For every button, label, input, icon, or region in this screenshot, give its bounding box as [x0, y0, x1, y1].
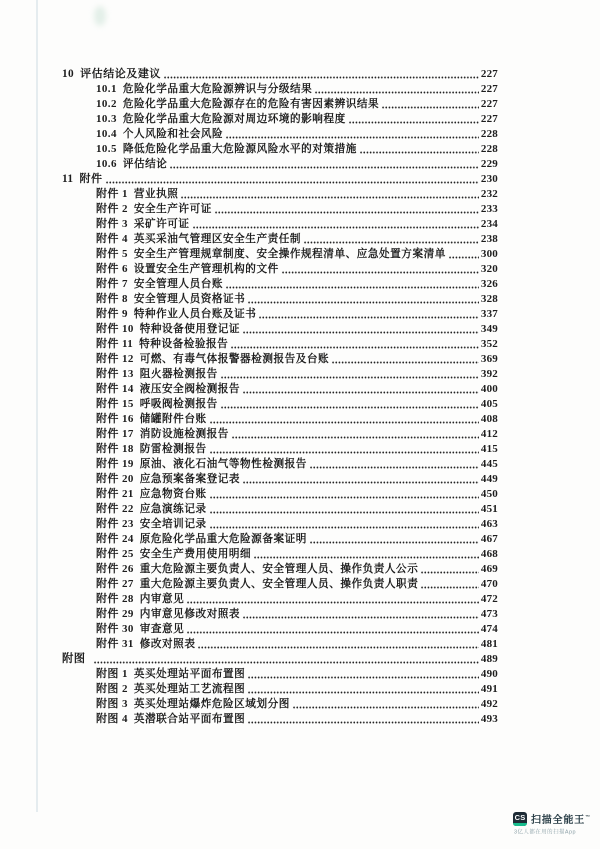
toc-page-number: 337 [480, 308, 498, 320]
toc-entry [62, 441, 498, 456]
toc-entry-title: 英潜联合站平面布置图 [133, 713, 246, 725]
toc-entry-title: 特种设备使用登记证 [139, 323, 241, 335]
toc-entry [62, 411, 498, 426]
toc-entry-number: 附件 31 [96, 638, 134, 650]
toc-entry-title: 呼吸阀检测报告 [139, 398, 218, 410]
toc-leader-dots [282, 270, 479, 275]
toc-entry-number: 附件 14 [96, 383, 134, 395]
toc-entry-number: 附件 17 [96, 428, 134, 440]
toc-entry-title: 安全管理人员资格证书 [133, 293, 246, 305]
toc-leader-dots [164, 75, 479, 80]
toc-page-number: 469 [480, 563, 498, 575]
toc-entry-title: 安全生产管理规章制度、安全操作规程清单、应急处置方案清单 [133, 248, 446, 260]
toc-entry-title: 安全培训记录 [139, 518, 207, 530]
camscanner-tagline: 3亿人都在用的扫描App [514, 829, 577, 836]
toc-entry-number: 附件 10 [96, 323, 134, 335]
toc-entry-number: 附件 25 [96, 548, 134, 560]
toc-entry [62, 216, 498, 231]
toc-entry [62, 561, 498, 576]
toc-leader-dots [259, 315, 478, 320]
toc-leader-dots [221, 375, 479, 380]
toc-leader-dots [243, 390, 479, 395]
toc-leader-dots [198, 645, 478, 650]
toc-entry-number: 附件 22 [96, 503, 134, 515]
toc-page-number: 227 [480, 68, 498, 80]
toc-entry-number: 10.1 [96, 83, 117, 95]
toc-leader-dots [243, 615, 479, 620]
toc-entry-title: 审查意见 [139, 623, 185, 635]
toc-entry-number: 附件 7 [96, 278, 128, 290]
toc-page-number: 445 [480, 458, 498, 470]
toc-entry-title: 英买处理站爆炸危险区域划分图 [133, 698, 290, 710]
toc-entry-title: 应急预案备案登记表 [139, 473, 241, 485]
toc-entry-number: 附件 28 [96, 593, 134, 605]
toc-entry-title: 危险化学品重大危险源存在的危险有害因素辨识结果 [122, 98, 380, 110]
table-of-contents [62, 66, 498, 726]
toc-page-number: 467 [480, 533, 498, 545]
toc-entry-number: 附件 26 [96, 563, 134, 575]
toc-entry-title: 英买采油气管理区安全生产责任制 [133, 233, 302, 245]
toc-entry-number: 附件 27 [96, 578, 134, 590]
toc-leader-dots [349, 120, 479, 125]
toc-entry [62, 471, 498, 486]
toc-leader-dots [421, 570, 479, 575]
toc-page-number: 493 [480, 713, 498, 725]
toc-entry [62, 141, 498, 156]
toc-leader-dots [248, 720, 479, 725]
toc-leader-dots [254, 555, 479, 560]
toc-leader-dots [231, 345, 479, 350]
toc-entry [62, 636, 498, 651]
toc-entry-number: 附件 5 [96, 248, 128, 260]
toc-leader-dots [310, 540, 479, 545]
toc-entry-number: 附件 16 [96, 413, 134, 425]
toc-entry-title: 应急演练记录 [139, 503, 207, 515]
toc-entry-number: 附件 21 [96, 488, 134, 500]
toc-entry [62, 366, 498, 381]
toc-page-number: 450 [480, 488, 498, 500]
toc-entry [62, 426, 498, 441]
toc-leader-dots [315, 90, 479, 95]
toc-entry-number: 10.3 [96, 113, 117, 125]
toc-entry-number: 附图 3 [96, 698, 128, 710]
toc-entry-number: 10.4 [96, 128, 117, 140]
toc-entry-number: 附件 15 [96, 398, 134, 410]
toc-entry-title: 降低危险化学品重大危险源风险水平的对策措施 [122, 143, 357, 155]
toc-entry [62, 501, 498, 516]
toc-entry [62, 231, 498, 246]
toc-leader-dots [170, 165, 478, 170]
toc-page-number: 449 [480, 473, 498, 485]
toc-entry [62, 696, 498, 711]
toc-entry-number: 附图 2 [96, 683, 128, 695]
toc-entry-number: 附件 19 [96, 458, 134, 470]
toc-entry-number: 附件 18 [96, 443, 134, 455]
toc-leader-dots [210, 525, 479, 530]
toc-page-number: 238 [480, 233, 498, 245]
toc-page-number: 227 [480, 83, 498, 95]
toc-entry-number: 附图 [62, 653, 86, 665]
toc-entry-title: 重大危险源主要负责人、安全管理人员、操作负责人职责 [139, 578, 419, 590]
camscanner-logo-icon [513, 812, 527, 826]
toc-page-number: 228 [480, 128, 498, 140]
toc-leader-dots [248, 300, 479, 305]
toc-leader-dots [232, 435, 479, 440]
toc-entry [62, 321, 498, 336]
toc-entry-title: 评估结论 [122, 158, 168, 170]
toc-entry-title: 评估结论及建议 [80, 68, 161, 80]
toc-entry-title: 原油、液化石油气等物性检测报告 [139, 458, 307, 470]
toc-entry-title: 修改对照表 [139, 638, 196, 650]
toc-page-number: 233 [480, 203, 498, 215]
toc-entry [62, 186, 498, 201]
camscanner-logo-letters: CS [514, 812, 526, 822]
toc-leader-dots [421, 585, 479, 590]
toc-leader-dots [449, 255, 479, 260]
toc-page-number: 234 [480, 218, 498, 230]
toc-entry [62, 666, 498, 681]
toc-entry [62, 621, 498, 636]
toc-entry-title: 特种作业人员台账及证书 [133, 308, 257, 320]
toc-leader-dots [243, 480, 479, 485]
trademark-symbol: ™ [585, 814, 591, 821]
toc-entry-title: 营业执照 [133, 188, 179, 200]
toc-entry-number: 10.6 [96, 158, 117, 170]
toc-page-number: 229 [480, 158, 498, 170]
toc-entry-number: 附件 20 [96, 473, 134, 485]
toc-page-number: 320 [480, 263, 498, 275]
toc-entry-title: 采矿许可证 [133, 218, 190, 230]
toc-entry-number: 10 [62, 68, 75, 80]
toc-entry-number: 附件 11 [96, 338, 134, 350]
toc-entry [62, 111, 498, 126]
toc-entry [62, 711, 498, 726]
toc-entry [62, 681, 498, 696]
camscanner-watermark [513, 811, 591, 838]
toc-leader-dots [304, 240, 479, 245]
toc-entry [62, 351, 498, 366]
toc-entry-title: 英买处理站工艺流程图 [133, 683, 246, 695]
toc-entry-number: 附图 1 [96, 668, 128, 680]
toc-entry [62, 651, 498, 666]
scan-artifact-edge-line [36, 0, 38, 812]
toc-page-number: 474 [480, 623, 498, 635]
toc-leader-dots [248, 675, 479, 680]
toc-page-number: 451 [480, 503, 498, 515]
toc-leader-dots [210, 495, 479, 500]
toc-entry [62, 261, 498, 276]
toc-leader-dots [210, 510, 479, 515]
toc-entry-title: 储罐附件台账 [139, 413, 207, 425]
toc-page-number: 473 [480, 608, 498, 620]
toc-entry-title: 重大危险源主要负责人、安全管理人员、操作负责人公示 [139, 563, 419, 575]
toc-entry [62, 246, 498, 261]
toc-page-number: 400 [480, 383, 498, 395]
toc-entry-number: 附件 2 [96, 203, 128, 215]
toc-entry-number: 附件 30 [96, 623, 134, 635]
toc-entry [62, 486, 498, 501]
toc-page-number: 412 [480, 428, 498, 440]
toc-entry-title: 消防设施检测报告 [139, 428, 229, 440]
toc-leader-dots [210, 420, 479, 425]
toc-entry-title: 内审意见 [139, 593, 185, 605]
toc-entry-title: 附件 [79, 173, 103, 185]
toc-entry [62, 276, 498, 291]
toc-leader-dots [193, 225, 479, 230]
toc-entry [62, 591, 498, 606]
toc-entry [62, 81, 498, 96]
toc-entry-number: 附件 12 [96, 353, 134, 365]
toc-entry-title: 液压安全阀检测报告 [139, 383, 241, 395]
toc-entry-title: 个人风险和社会风险 [122, 128, 224, 140]
toc-page-number: 326 [480, 278, 498, 290]
toc-entry-title: 内审意见修改对照表 [139, 608, 241, 620]
toc-page-number: 230 [480, 173, 498, 185]
toc-entry-number: 附件 9 [96, 308, 128, 320]
toc-entry-title: 原危险化学品重大危险源备案证明 [139, 533, 307, 545]
toc-entry-title: 特种设备检验报告 [139, 338, 229, 350]
toc-leader-dots [382, 105, 479, 110]
toc-entry-number: 附件 8 [96, 293, 128, 305]
toc-entry [62, 606, 498, 621]
toc-page-number: 227 [480, 98, 498, 110]
toc-page-number: 490 [480, 668, 498, 680]
toc-entry [62, 156, 498, 171]
toc-leader-dots [221, 405, 479, 410]
camscanner-app-name-text: 扫描全能王 [531, 815, 585, 826]
toc-entry-number: 附件 4 [96, 233, 128, 245]
toc-entry [62, 516, 498, 531]
toc-entry-number: 附件 24 [96, 533, 134, 545]
toc-entry [62, 576, 498, 591]
toc-entry-title: 安全生产费用使用明细 [139, 548, 252, 560]
toc-page-number: 468 [480, 548, 498, 560]
toc-page-number: 489 [480, 653, 498, 665]
toc-entry [62, 96, 498, 111]
toc-entry-title: 应急物资台账 [139, 488, 207, 500]
toc-page-number: 232 [480, 188, 498, 200]
toc-entry [62, 546, 498, 561]
toc-entry-title: 阻火器检测报告 [139, 368, 218, 380]
toc-page-number: 392 [480, 368, 498, 380]
toc-entry-title: 安全生产许可证 [133, 203, 212, 215]
toc-entry-number: 附件 1 [96, 188, 128, 200]
toc-leader-dots [210, 450, 479, 455]
toc-page-number: 228 [480, 143, 498, 155]
toc-entry [62, 336, 498, 351]
toc-entry [62, 291, 498, 306]
camscanner-app-name [531, 811, 591, 826]
toc-entry-number: 附件 6 [96, 263, 128, 275]
toc-entry [62, 66, 498, 81]
toc-page-number: 472 [480, 593, 498, 605]
toc-leader-dots [293, 705, 479, 710]
toc-leader-dots [360, 150, 479, 155]
toc-entry-number: 10.2 [96, 98, 117, 110]
toc-leader-dots [181, 195, 478, 200]
toc-page-number: 328 [480, 293, 498, 305]
toc-leader-dots [106, 180, 479, 185]
toc-page-number: 352 [480, 338, 498, 350]
toc-leader-dots [187, 600, 479, 605]
toc-leader-dots [215, 210, 479, 215]
toc-entry-number: 附件 13 [96, 368, 134, 380]
toc-entry-number: 附件 29 [96, 608, 134, 620]
camscanner-watermark-row [513, 811, 591, 826]
toc-entry-number: 11 [62, 173, 74, 185]
toc-entry-title: 安全管理人员台账 [133, 278, 224, 290]
toc-entry [62, 396, 498, 411]
toc-entry [62, 126, 498, 141]
toc-page-number: 227 [480, 113, 498, 125]
toc-entry-title: 可燃、有毒气体报警器检测报告及台账 [139, 353, 330, 365]
toc-entry [62, 171, 498, 186]
toc-page-number: 369 [480, 353, 498, 365]
toc-page-number: 491 [480, 683, 498, 695]
camscanner-logo-accent-bar [513, 823, 527, 826]
toc-page-number: 408 [480, 413, 498, 425]
toc-leader-dots [226, 285, 479, 290]
toc-entry [62, 456, 498, 471]
toc-page-number: 300 [480, 248, 498, 260]
toc-leader-dots [94, 660, 478, 665]
toc-leader-dots [187, 630, 479, 635]
toc-leader-dots [248, 690, 479, 695]
toc-entry-number: 附图 4 [96, 713, 128, 725]
toc-page-number: 470 [480, 578, 498, 590]
toc-entry [62, 306, 498, 321]
toc-entry-title: 危险化学品重大危险源对周边环境的影响程度 [122, 113, 346, 125]
toc-entry-title: 设置安全生产管理机构的文件 [133, 263, 279, 275]
toc-entry-title: 英买处理站平面布置图 [133, 668, 246, 680]
toc-page-number: 492 [480, 698, 498, 710]
toc-leader-dots [243, 330, 479, 335]
toc-entry-number: 附件 23 [96, 518, 134, 530]
toc-page-number: 405 [480, 398, 498, 410]
toc-entry-title: 防雷检测报告 [139, 443, 207, 455]
toc-leader-dots [226, 135, 479, 140]
toc-entry-title: 危险化学品重大危险源辨识与分级结果 [122, 83, 313, 95]
scan-artifact-smudge [94, 6, 106, 26]
toc-leader-dots [310, 465, 479, 470]
toc-page-number: 463 [480, 518, 498, 530]
toc-entry-number: 附件 3 [96, 218, 128, 230]
toc-entry [62, 381, 498, 396]
toc-entry-number: 10.5 [96, 143, 117, 155]
toc-entry [62, 201, 498, 216]
toc-page-number: 481 [480, 638, 498, 650]
toc-entry [62, 531, 498, 546]
toc-page-number: 415 [480, 443, 498, 455]
toc-page-number: 349 [480, 323, 498, 335]
toc-leader-dots [332, 360, 479, 365]
